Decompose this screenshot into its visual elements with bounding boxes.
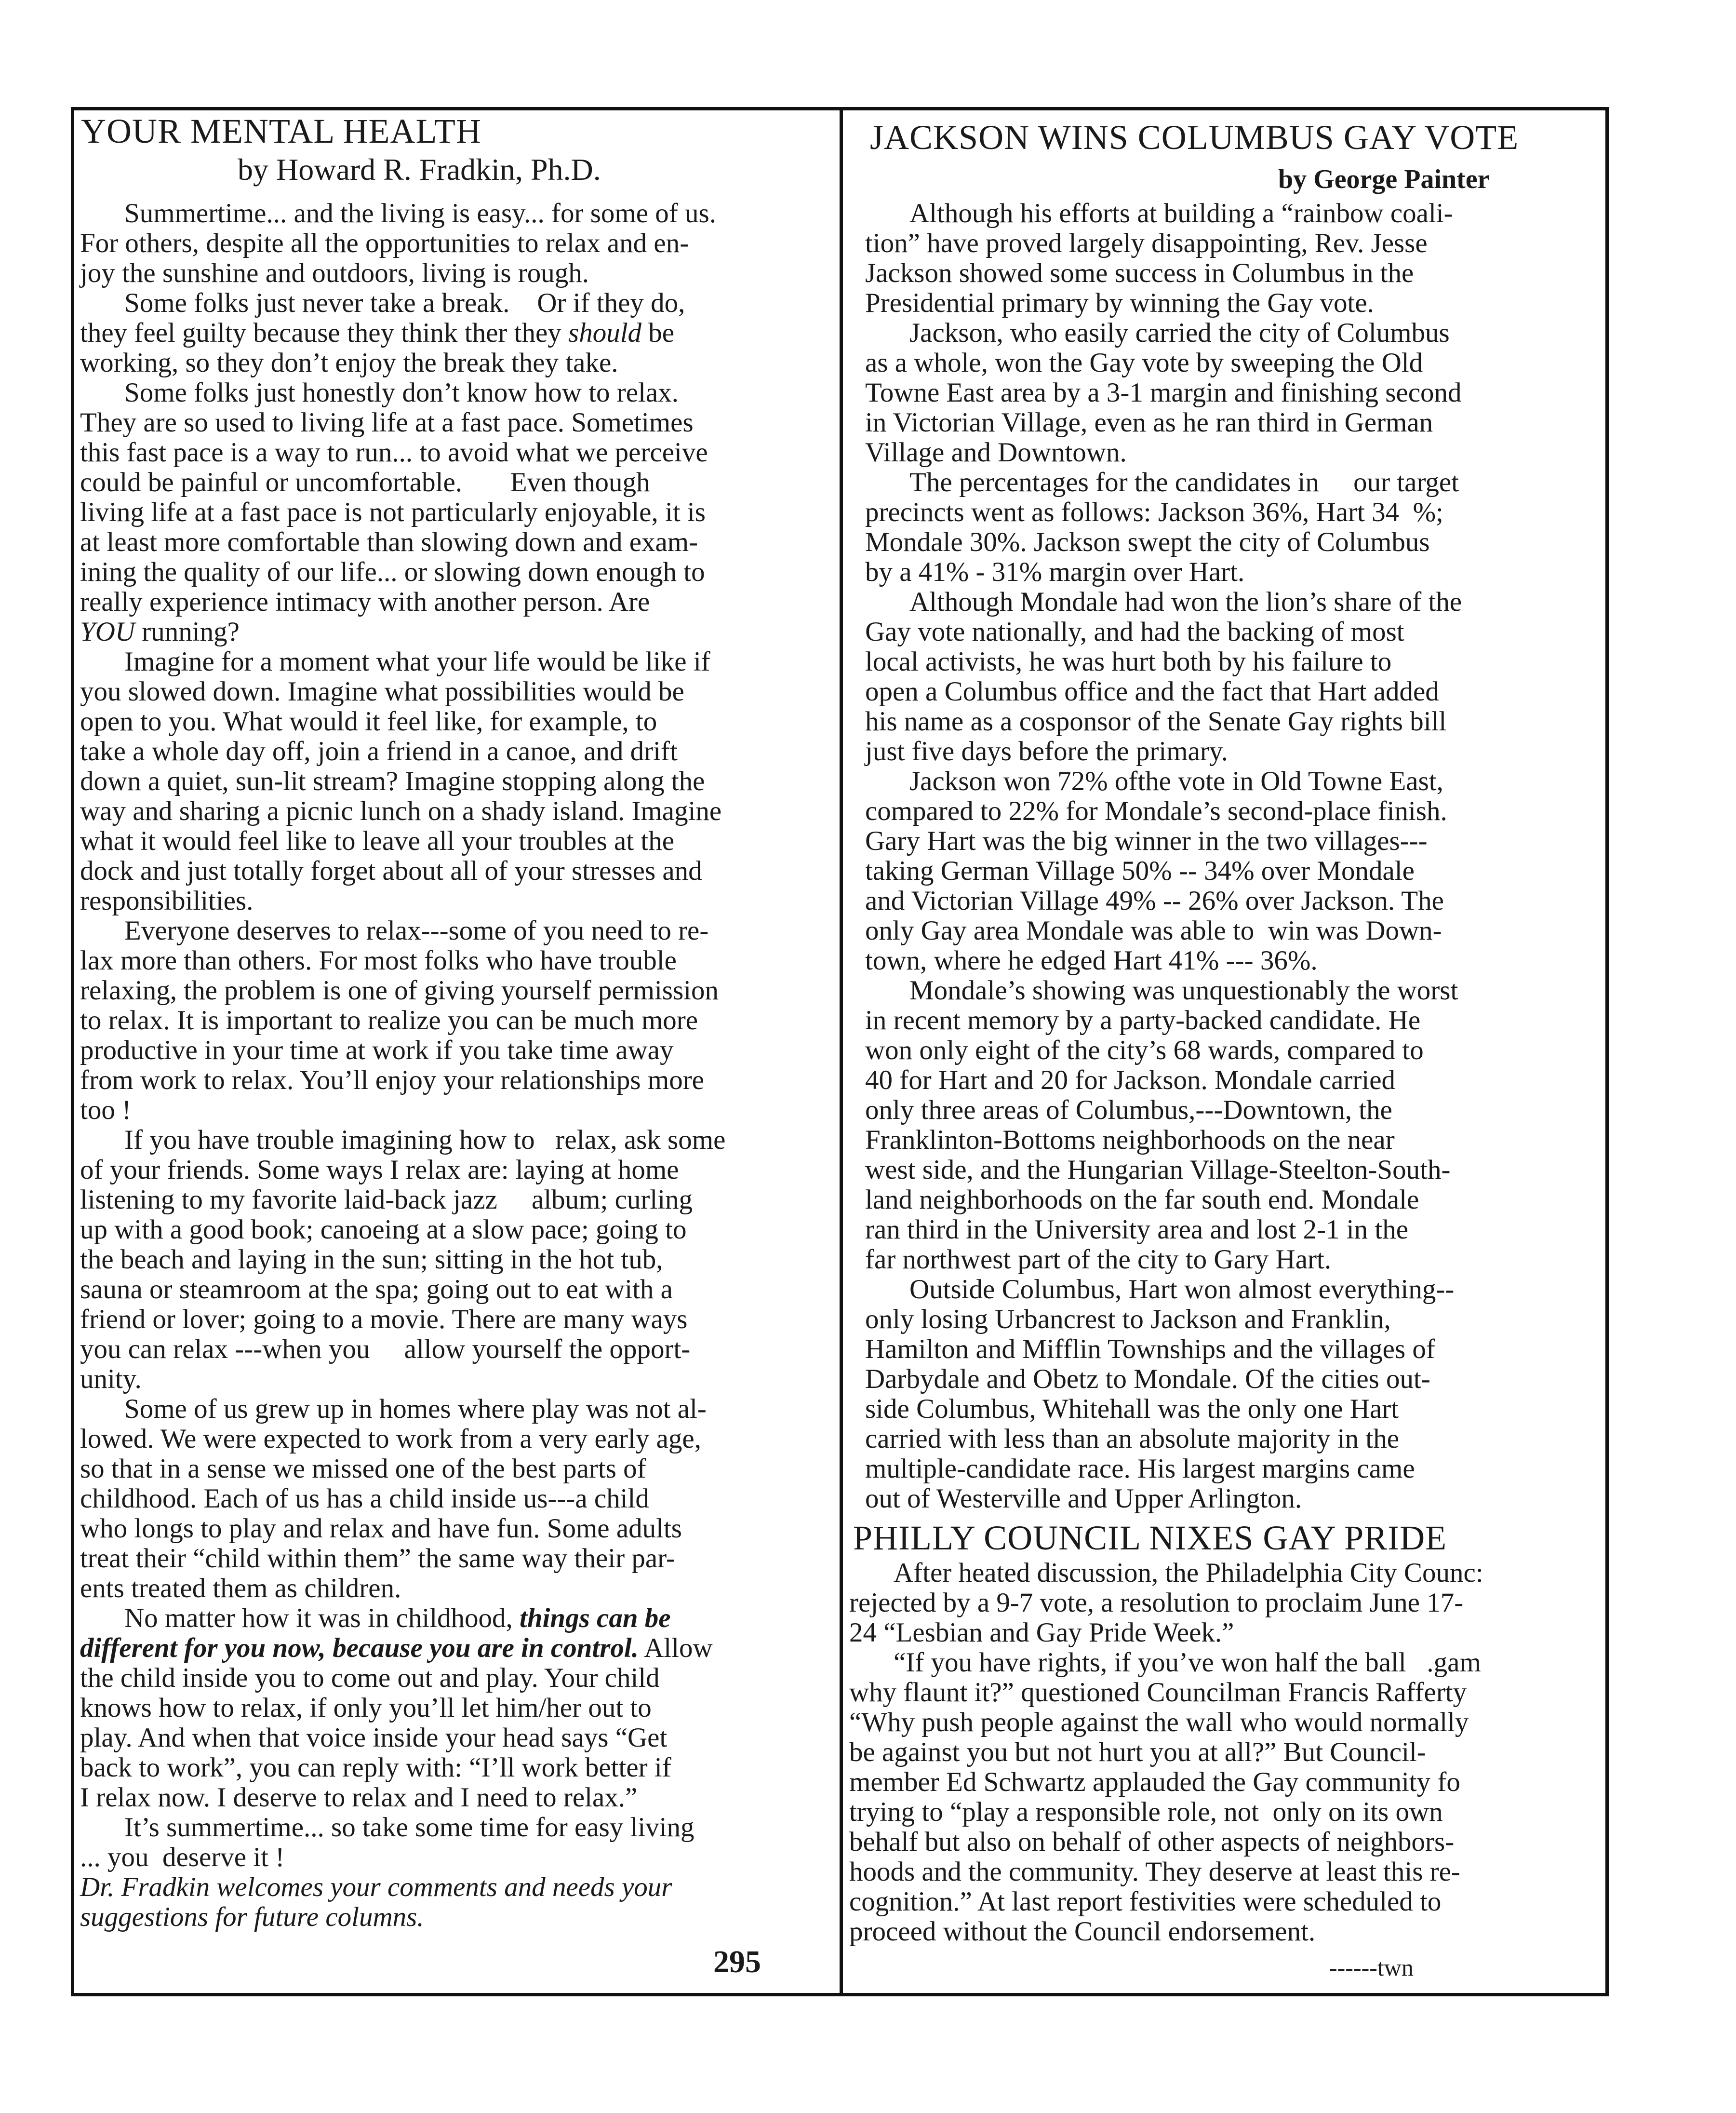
text-segment: trying to “play a responsible role, not only on its own xyxy=(849,1797,1443,1827)
text-segment: unity. xyxy=(80,1364,142,1394)
text-line xyxy=(865,229,1462,258)
text-segment: childhood. Each of us has a child inside us---a child xyxy=(80,1483,649,1514)
text-segment: open a Columbus office and the fact that Hart added xyxy=(865,676,1439,707)
text-segment: different for you now, because you are in control. xyxy=(80,1633,639,1663)
text-segment: Outside Columbus, Hart won almost everything-- xyxy=(909,1274,1455,1305)
text-line xyxy=(865,1305,1462,1334)
text-line xyxy=(865,1036,1462,1065)
text-line xyxy=(80,767,725,796)
text-line xyxy=(865,1095,1462,1125)
text-segment: working, so they don’t enjoy the break they take. xyxy=(80,348,618,378)
text-segment: productive in your time at work if you take time away xyxy=(80,1035,674,1065)
text-line xyxy=(865,199,1462,229)
text-segment: sauna or steamroom at the spa; going out to eat with a xyxy=(80,1274,673,1305)
text-segment: joy the sunshine and outdoors, living is rough. xyxy=(80,258,589,288)
text-line xyxy=(865,1065,1462,1095)
text-line xyxy=(865,1155,1462,1185)
text-segment: lax more than others. For most folks who have trouble xyxy=(80,945,677,976)
text-segment: taking German Village 50% -- 34% over Mondale xyxy=(865,856,1415,886)
text-segment: so that in a sense we missed one of the best parts of xyxy=(80,1454,646,1484)
text-line xyxy=(849,1618,1483,1648)
text-segment: Dr. Fradkin welcomes your comments and needs your xyxy=(80,1872,672,1902)
text-segment: what it would feel like to leave all your troubles at the xyxy=(80,826,675,856)
text-segment: For others, despite all the opportunities to relax and en- xyxy=(80,228,689,258)
text-line xyxy=(80,1215,725,1245)
text-line xyxy=(80,199,725,229)
text-segment: as a whole, won the Gay vote by sweeping the Old xyxy=(865,348,1423,378)
text-segment: Mondale’s showing was unquestionably the worst xyxy=(909,975,1458,1006)
text-line xyxy=(80,1334,725,1364)
text-segment: could be painful or uncomfortable. Even though xyxy=(80,467,650,498)
text-line xyxy=(849,1588,1483,1618)
text-line xyxy=(80,408,725,438)
text-segment: ining the quality of our life... or slowing down enough to xyxy=(80,557,705,587)
text-line xyxy=(80,826,725,856)
text-segment: treat their “child within them” the same way their par- xyxy=(80,1543,675,1574)
author-signature: ------twn xyxy=(1329,1954,1414,1981)
text-line xyxy=(80,468,725,498)
text-line xyxy=(865,498,1462,527)
text-line xyxy=(80,527,725,557)
text-segment: who longs to play and relax and have fun. Some adults xyxy=(80,1513,682,1544)
text-segment: The percentages for the candidates in our target xyxy=(909,467,1459,498)
text-segment: his name as a cosponsor of the Senate Gay rights bill xyxy=(865,706,1447,737)
text-line xyxy=(865,647,1462,677)
text-line xyxy=(80,1305,725,1334)
text-segment: responsibilities. xyxy=(80,886,254,916)
text-segment: should xyxy=(568,318,642,348)
text-segment: They are so used to living life at a fast pace. Sometimes xyxy=(80,407,694,438)
text-line xyxy=(80,1036,725,1065)
text-segment: really experience intimacy with another person. Are xyxy=(80,587,650,617)
text-segment: at least more comfortable than slowing down and exam- xyxy=(80,527,698,557)
text-segment: member Ed Schwartz applauded the Gay community fo xyxy=(849,1767,1460,1797)
text-line xyxy=(849,1678,1483,1708)
text-segment: Jackson, who easily carried the city of Columbus xyxy=(909,318,1450,348)
text-line xyxy=(849,1648,1483,1678)
text-line xyxy=(865,856,1462,886)
text-line xyxy=(865,1185,1462,1215)
text-segment: friend or lover; going to a movie. There are many ways xyxy=(80,1304,688,1334)
text-segment: land neighborhoods on the far south end. Mondale xyxy=(865,1184,1419,1215)
text-line xyxy=(849,1887,1483,1917)
text-line xyxy=(865,318,1462,348)
text-segment: tion” have proved largely disappointing, Rev. Jesse xyxy=(865,228,1428,258)
text-line xyxy=(80,916,725,946)
text-line xyxy=(865,916,1462,946)
text-line xyxy=(80,1245,725,1275)
text-segment: hoods and the community. They deserve at least this re- xyxy=(849,1857,1460,1887)
text-segment: in Victorian Village, even as he ran third in German xyxy=(865,407,1433,438)
text-segment: the beach and laying in the sun; sitting in the hot tub, xyxy=(80,1244,663,1275)
text-line xyxy=(865,527,1462,557)
text-line xyxy=(865,258,1462,288)
text-line xyxy=(80,1125,725,1155)
text-segment: 40 for Hart and 20 for Jackson. Mondale carried xyxy=(865,1065,1396,1095)
text-line xyxy=(865,557,1462,587)
jackson-title: JACKSON WINS COLUMBUS GAY VOTE xyxy=(870,118,1519,157)
text-segment: only losing Urbancrest to Jackson and Franklin, xyxy=(865,1304,1391,1334)
text-line xyxy=(865,438,1462,468)
text-segment: way and sharing a picnic lunch on a shady island. Imagine xyxy=(80,796,722,826)
text-line xyxy=(849,1737,1483,1767)
text-segment: back to work”, you can reply with: “I’ll work better if xyxy=(80,1752,671,1783)
text-segment: Allow xyxy=(639,1633,713,1663)
text-line xyxy=(849,1827,1483,1857)
mental-health-title: YOUR MENTAL HEALTH xyxy=(81,112,481,150)
text-line xyxy=(865,1364,1462,1394)
text-line xyxy=(80,976,725,1006)
text-line xyxy=(80,1902,725,1932)
text-line xyxy=(80,946,725,976)
text-segment: “If you have rights, if you’ve won half the ball .gam xyxy=(894,1647,1481,1678)
text-segment: this fast pace is a way to run... to avoid what we perceive xyxy=(80,437,708,468)
text-line xyxy=(80,1843,725,1872)
text-line xyxy=(865,617,1462,647)
text-line xyxy=(80,378,725,408)
text-line xyxy=(849,1917,1483,1947)
text-segment: ran third in the University area and lost 2-1 in the xyxy=(865,1214,1409,1245)
text-segment: Imagine for a moment what your life would be like if xyxy=(124,646,710,677)
text-line xyxy=(80,498,725,527)
text-line xyxy=(865,288,1462,318)
text-line xyxy=(80,1813,725,1843)
text-line xyxy=(80,1424,725,1454)
text-line xyxy=(865,1275,1462,1305)
text-segment: knows how to relax, if only you’ll let him/her out to xyxy=(80,1693,652,1723)
text-segment: be against you but not hurt you at all?” But Council- xyxy=(849,1737,1426,1767)
text-segment: you slowed down. Imagine what possibilities would be xyxy=(80,676,684,707)
text-segment: proceed without the Council endorsement. xyxy=(849,1916,1316,1947)
text-line xyxy=(80,348,725,378)
text-segment: be xyxy=(641,318,675,348)
text-segment: compared to 22% for Mondale’s second-place finish. xyxy=(865,796,1447,826)
text-segment: precincts went as follows: Jackson 36%, Hart 34 %; xyxy=(865,497,1443,527)
text-segment: lowed. We were expected to work from a very early age, xyxy=(80,1424,701,1454)
text-segment: open to you. What would it feel like, for example, to xyxy=(80,706,657,737)
text-line xyxy=(80,1693,725,1723)
text-line xyxy=(80,1065,725,1095)
text-segment: cognition.” At last report festivities were scheduled to xyxy=(849,1886,1442,1917)
text-line xyxy=(80,318,725,348)
text-segment: listening to my favorite laid-back jazz album; curling xyxy=(80,1184,693,1215)
text-segment: of your friends. Some ways I relax are: laying at home xyxy=(80,1155,679,1185)
text-line xyxy=(865,767,1462,796)
text-segment: Although his efforts at building a “rainbow coali- xyxy=(909,198,1453,229)
text-line xyxy=(80,438,725,468)
text-line xyxy=(865,946,1462,976)
text-line xyxy=(80,1155,725,1185)
text-line xyxy=(80,737,725,767)
text-line xyxy=(865,1006,1462,1036)
text-line xyxy=(80,1095,725,1125)
text-segment: behalf but also on behalf of other aspects of neighbors- xyxy=(849,1827,1455,1857)
text-segment: Presidential primary by winning the Gay vote. xyxy=(865,288,1374,318)
text-line xyxy=(80,617,725,647)
text-segment: won only eight of the city’s 68 wards, compared to xyxy=(865,1035,1424,1065)
text-line xyxy=(80,587,725,617)
text-segment: Some of us grew up in homes where play was not al- xyxy=(124,1394,707,1424)
text-segment: by a 41% - 31% margin over Hart. xyxy=(865,557,1245,587)
text-segment: Darbydale and Obetz to Mondale. Of the cities out- xyxy=(865,1364,1430,1394)
text-line xyxy=(80,1783,725,1813)
text-line xyxy=(865,1215,1462,1245)
text-line xyxy=(865,1394,1462,1424)
text-line xyxy=(865,826,1462,856)
text-line xyxy=(865,1125,1462,1155)
mental-health-byline: by Howard R. Fradkin, Ph.D. xyxy=(238,152,601,187)
text-segment: Mondale 30%. Jackson swept the city of Columbus xyxy=(865,527,1430,557)
text-line xyxy=(80,1185,725,1215)
text-segment: 24 “Lesbian and Gay Pride Week.” xyxy=(849,1617,1234,1648)
text-segment: only three areas of Columbus,---Downtown, the xyxy=(865,1095,1392,1125)
text-segment: No matter how it was in childhood, xyxy=(124,1603,520,1633)
text-segment: After heated discussion, the Philadelphia City Counc: xyxy=(894,1558,1483,1588)
text-line xyxy=(865,1424,1462,1454)
text-segment: why flaunt it?” questioned Councilman Francis Rafferty xyxy=(849,1677,1467,1708)
text-segment: in recent memory by a party-backed candidate. He xyxy=(865,1005,1421,1036)
text-segment: town, where he edged Hart 41% --- 36%. xyxy=(865,945,1318,976)
text-segment: Gary Hart was the big winner in the two villages--- xyxy=(865,826,1428,856)
text-line xyxy=(865,378,1462,408)
text-segment: Jackson won 72% ofthe vote in Old Towne East, xyxy=(909,766,1443,796)
text-line xyxy=(80,1723,725,1753)
column-divider xyxy=(840,107,843,1996)
text-segment: far northwest part of the city to Gary Hart. xyxy=(865,1244,1332,1275)
text-segment: “Why push people against the wall who would normally xyxy=(849,1707,1469,1737)
text-segment: relaxing, the problem is one of giving yourself permission xyxy=(80,975,719,1006)
text-line xyxy=(80,288,725,318)
text-line xyxy=(80,1275,725,1305)
text-segment: just five days before the primary. xyxy=(865,736,1228,767)
text-segment: Franklinton-Bottoms neighborhoods on the near xyxy=(865,1125,1395,1155)
text-segment: the child inside you to come out and play. Your child xyxy=(80,1663,660,1693)
text-segment: Towne East area by a 3-1 margin and finishing second xyxy=(865,377,1462,408)
text-line xyxy=(865,976,1462,1006)
text-segment: too ! xyxy=(80,1095,132,1125)
text-segment: carried with less than an absolute majority in the xyxy=(865,1424,1400,1454)
text-segment: Although Mondale had won the lion’s share of the xyxy=(909,587,1462,617)
text-line xyxy=(865,1484,1462,1514)
text-segment: ... you deserve it ! xyxy=(80,1842,285,1872)
text-line xyxy=(80,1006,725,1036)
text-segment: out of Westerville and Upper Arlington. xyxy=(865,1483,1302,1514)
text-line xyxy=(80,1603,725,1633)
text-line xyxy=(849,1857,1483,1887)
text-line xyxy=(80,1394,725,1424)
text-line xyxy=(865,737,1462,767)
text-segment: west side, and the Hungarian Village-Steelton-South- xyxy=(865,1155,1451,1185)
text-line xyxy=(80,856,725,886)
text-line xyxy=(865,587,1462,617)
text-line xyxy=(80,1633,725,1663)
text-line xyxy=(80,677,725,707)
text-line xyxy=(865,677,1462,707)
text-segment: multiple-candidate race. His largest margins came xyxy=(865,1454,1415,1484)
text-line xyxy=(80,1514,725,1544)
philly-title: PHILLY COUNCIL NIXES GAY PRIDE xyxy=(853,1519,1447,1557)
text-segment: rejected by a 9-7 vote, a resolution to proclaim June 17- xyxy=(849,1588,1464,1618)
text-segment: running? xyxy=(135,617,240,647)
text-segment: side Columbus, Whitehall was the only one Hart xyxy=(865,1394,1399,1424)
text-line xyxy=(849,1708,1483,1737)
page-number: 295 xyxy=(713,1944,761,1979)
text-line xyxy=(80,796,725,826)
text-line xyxy=(865,348,1462,378)
text-segment: from work to relax. You’ll enjoy your relationships more xyxy=(80,1065,704,1095)
text-line xyxy=(80,886,725,916)
text-line xyxy=(865,1245,1462,1275)
text-segment: If you have trouble imagining how to relax, ask some xyxy=(124,1125,726,1155)
text-segment: to relax. It is important to realize you can be much more xyxy=(80,1005,698,1036)
text-segment: Everyone deserves to relax---some of you need to re- xyxy=(124,915,709,946)
text-segment: I relax now. I deserve to relax and I need to relax.” xyxy=(80,1782,638,1813)
text-segment: living life at a fast pace is not particularly enjoyable, it is xyxy=(80,497,706,527)
text-segment: Some folks just honestly don’t know how to relax. xyxy=(124,377,679,408)
text-line xyxy=(80,647,725,677)
text-segment: only Gay area Mondale was able to win was Down- xyxy=(865,915,1442,946)
jackson-byline: by George Painter xyxy=(1278,164,1490,194)
mental-health-body xyxy=(80,199,725,1932)
text-line xyxy=(80,1544,725,1574)
philly-body xyxy=(849,1558,1483,1947)
text-line xyxy=(80,1663,725,1693)
text-line xyxy=(80,557,725,587)
text-line xyxy=(865,707,1462,737)
text-segment: take a whole day off, join a friend in a canoe, and drift xyxy=(80,736,678,767)
text-segment: you can relax ---when you allow yourself the opport- xyxy=(80,1334,691,1364)
text-segment: Jackson showed some success in Columbus in the xyxy=(865,258,1414,288)
text-segment: local activists, he was hurt both by his failure to xyxy=(865,646,1392,677)
jackson-body xyxy=(865,199,1462,1514)
text-segment: Summertime... and the living is easy... for some of us. xyxy=(124,198,716,229)
text-line xyxy=(80,1454,725,1484)
text-segment: dock and just totally forget about all of your stresses and xyxy=(80,856,702,886)
text-line xyxy=(865,1334,1462,1364)
text-line xyxy=(80,229,725,258)
text-line xyxy=(865,408,1462,438)
text-segment: things can be xyxy=(520,1603,671,1633)
text-line xyxy=(80,1872,725,1902)
text-segment: down a quiet, sun-lit stream? Imagine stopping along the xyxy=(80,766,705,796)
text-line xyxy=(849,1767,1483,1797)
text-line xyxy=(865,1454,1462,1484)
text-segment: they feel guilty because they think ther they xyxy=(80,318,569,348)
text-segment: YOU xyxy=(80,617,135,647)
text-line xyxy=(865,886,1462,916)
text-segment: Gay vote nationally, and had the backing of most xyxy=(865,617,1404,647)
text-line xyxy=(80,1753,725,1783)
text-segment: ents treated them as children. xyxy=(80,1573,401,1603)
text-segment: Some folks just never take a break. Or if they do, xyxy=(124,288,685,318)
text-segment: Village and Downtown. xyxy=(865,437,1127,468)
text-line xyxy=(80,258,725,288)
text-line xyxy=(865,796,1462,826)
text-line xyxy=(80,1364,725,1394)
text-line xyxy=(865,468,1462,498)
text-segment: and Victorian Village 49% -- 26% over Jackson. The xyxy=(865,886,1444,916)
text-line xyxy=(80,707,725,737)
text-segment: up with a good book; canoeing at a slow pace; going to xyxy=(80,1214,687,1245)
text-line xyxy=(80,1484,725,1514)
text-line xyxy=(80,1574,725,1603)
text-segment: play. And when that voice inside your head says “Get xyxy=(80,1723,668,1753)
text-line xyxy=(849,1797,1483,1827)
text-segment: suggestions for future columns. xyxy=(80,1902,424,1932)
text-segment: It’s summertime... so take some time for easy living xyxy=(124,1812,694,1843)
text-segment: Hamilton and Mifflin Townships and the villages of xyxy=(865,1334,1435,1364)
text-line xyxy=(849,1558,1483,1588)
